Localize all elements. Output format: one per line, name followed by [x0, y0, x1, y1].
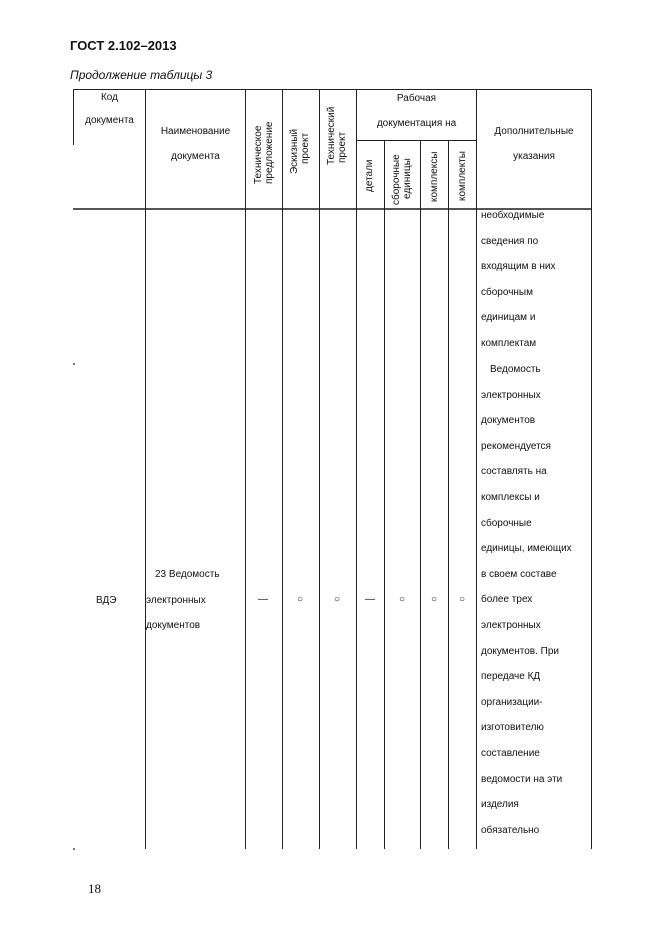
header-notes: Дополнительные указания	[494, 126, 574, 162]
header-working: Рабочая документация на	[376, 93, 457, 129]
col-line-working	[356, 89, 357, 849]
standard-title: ГОСТ 2.102–2013	[70, 38, 177, 53]
col-line-name	[145, 89, 146, 849]
col-line-kits	[448, 140, 449, 849]
header-kits: комплекты	[457, 151, 468, 201]
header-tech-proposal: Техническое предложение	[253, 121, 275, 184]
col-line-complexes	[420, 140, 421, 849]
mark-kits: ○	[458, 594, 466, 605]
mark-sketch: ○	[296, 594, 304, 605]
mark-parts: —	[365, 594, 375, 605]
mark-complexes: ○	[430, 594, 438, 605]
row-separator-mark	[73, 363, 75, 365]
row-vde-name: 23 Ведомость электронных документов	[146, 569, 220, 632]
header-tech-project: Технический проект	[326, 106, 348, 165]
col-line-assembly	[384, 140, 385, 849]
col-line-notes	[476, 89, 477, 849]
col-line-sketch	[282, 89, 283, 849]
working-subheader-line	[356, 140, 477, 141]
page-number: 18	[88, 881, 101, 896]
right-border	[591, 89, 592, 849]
col-line-tech-proposal	[245, 89, 246, 849]
header-sketch: Эскизный проект	[289, 128, 311, 174]
mark-tech-project: ○	[333, 594, 341, 605]
mark-tech-proposal: —	[258, 594, 268, 605]
mark-assembly: ○	[398, 594, 406, 605]
table-caption: Продолжение таблицы 3	[70, 68, 213, 82]
header-name: Наименование документа	[160, 126, 231, 162]
row-vde-code: ВДЭ	[96, 595, 117, 606]
header-assembly: сборочные единицы	[391, 154, 413, 205]
header-complexes: комплексы	[429, 151, 440, 202]
col-line-tech-project	[319, 89, 320, 849]
header-code: Код документа	[85, 92, 134, 126]
header-parts: детали	[364, 159, 375, 192]
prev-row-notes: необходимые сведения по входящим в них сборочным единицам и комплектам	[481, 210, 556, 349]
row-separator-mark	[73, 848, 75, 850]
table-top-border	[73, 89, 591, 90]
row-vde-notes: Ведомость электронных документов рекомендуется составлять на комплексы и сборочные единицы, имеющих в своем составе более трех электронных документов. При передаче КД организации- изготовителю составление ведомости на эти изделия обязательно	[481, 364, 572, 836]
